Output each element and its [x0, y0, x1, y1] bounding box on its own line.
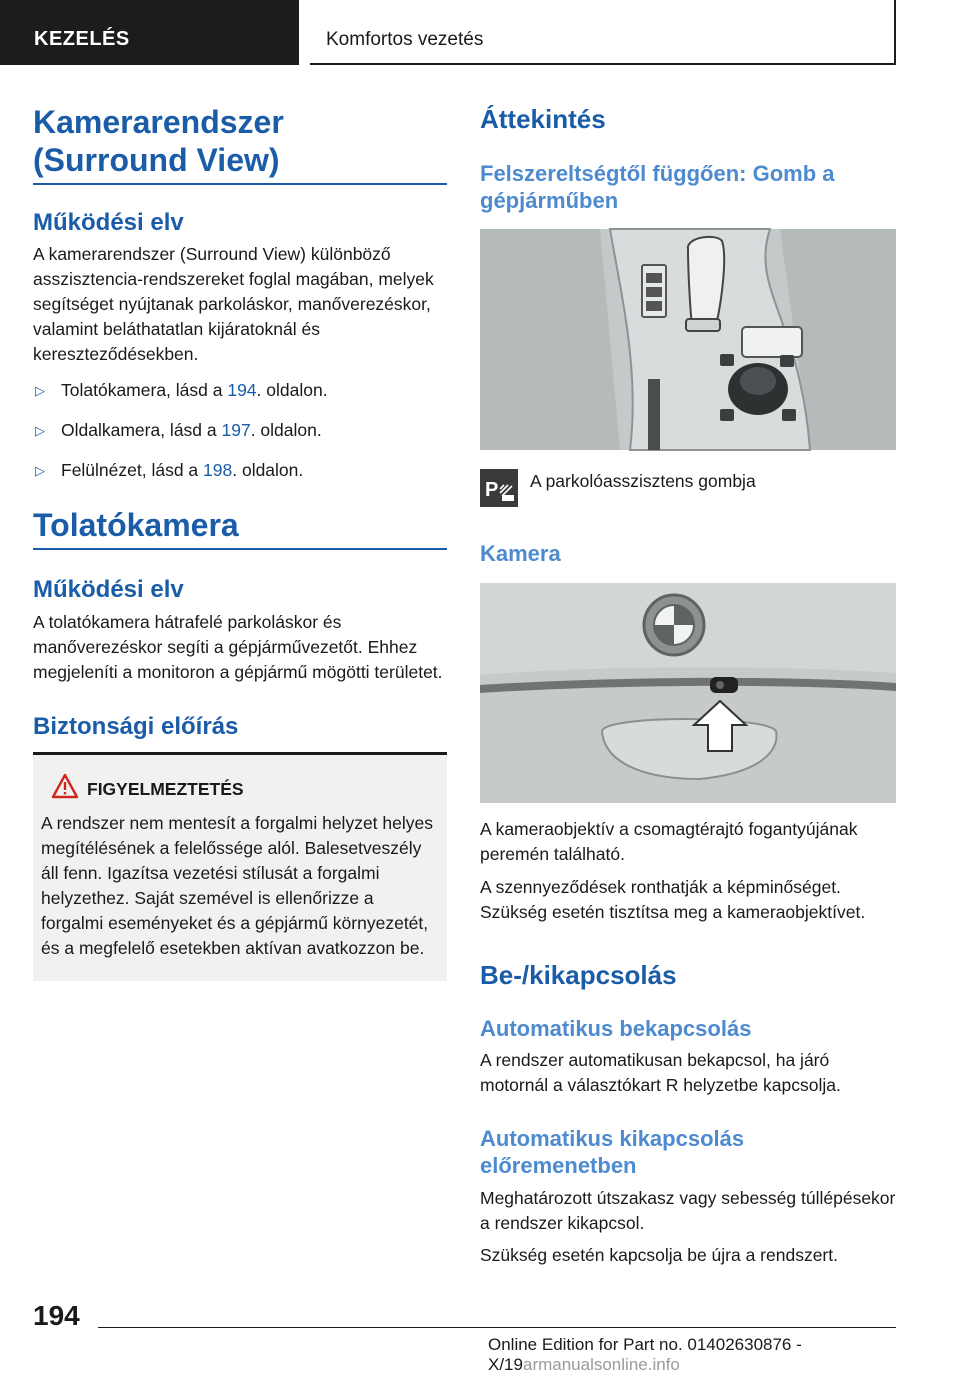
warning-text: A rendszer nem mentesít a forgalmi helyzet helyes megítélésének a felelőssége alól. Balesetveszély áll fenn. Igazítsa vezetési stílusát a forgalmi helyzethez. Saját szemével is ellenőrizze a forgalmi eseményeket és a gépjármű környezetét, és a megfelelő esetekben aktívan avatkozzon be. [41, 813, 433, 958]
footer-edition: Online Edition for Part no. 01402630876 - X/19armanualsonline.info [488, 1335, 802, 1374]
gear-selector-illustration [480, 229, 896, 450]
camera-type-list [33, 378, 447, 483]
rear-principle-heading: Működési elv [33, 576, 184, 603]
overview-title: Áttekintés [480, 104, 606, 134]
auto-off-text-2: Szükség esetén kapcsolja be újra a rendszert. [480, 1245, 838, 1265]
warning-box [33, 752, 447, 981]
page-number: 194 [33, 1300, 80, 1331]
triangle-bullet-icon: ▷ [35, 423, 45, 438]
warning-triangle-icon [51, 773, 79, 799]
button-caption: A parkolóasszisztens gombja [530, 471, 756, 491]
header-section-label: KEZELÉS [34, 28, 130, 50]
auto-off-text-1: Meghatározott útszakasz vagy sebesség túllépésekor a rendszer kikapcsol. [480, 1188, 896, 1233]
parking-assistant-button-icon [480, 469, 518, 507]
rear-camera-title: Tolatókamera [33, 506, 447, 550]
principle-text: A kamerarendszer (Surround View) különböző asszisztencia-rendszereket foglal magában, melyek segítséget nyújtanak parkoláskor, manőverezéskor, valamint beláthatatlan kijáratoknál és kereszteződésekben. [33, 244, 434, 364]
page-link-197[interactable]: 197 [221, 420, 251, 440]
header-chapter-label: Komfortos vezetés [326, 29, 484, 50]
gear-selector-image [480, 229, 896, 450]
page-link-198[interactable]: 198 [203, 460, 233, 480]
triangle-bullet-icon: ▷ [35, 463, 45, 478]
triangle-bullet-icon: ▷ [35, 383, 45, 398]
button-caption-row [480, 469, 896, 509]
svg-text:P: P [485, 479, 499, 501]
list-item: ▷ Oldalkamera, lásd a 197. oldalon. [33, 418, 447, 443]
tailgate-camera-image [480, 583, 896, 803]
auto-on-text: A rendszer automatikusan bekapcsol, ha járó motornál a választókart R helyzetbe kapcsolja. [480, 1050, 841, 1095]
auto-off-heading: Automatikus kikapcsolás előremenetben [480, 1126, 745, 1178]
list-item: ▷ Tolatókamera, lásd a 194. oldalon. [33, 378, 447, 403]
footer-divider [98, 1327, 896, 1328]
header-chapter-box [310, 0, 896, 65]
camera-text-cleaning: A szennyeződések ronthatják a képminőséget. Szükség esetén tisztítsa meg a kameraobjektívet. [480, 877, 866, 922]
header-section-tab [0, 0, 299, 65]
camera-heading: Kamera [480, 541, 561, 566]
onoff-title: Be-/kikapcsolás [480, 960, 677, 990]
camera-text-location: A kameraobjektív a csomagtérajtó fogantyújának peremén található. [480, 819, 858, 864]
principle-heading: Működési elv [33, 209, 184, 236]
auto-on-heading: Automatikus bekapcsolás [480, 1016, 752, 1041]
warning-title: FIGYELMEZTETÉS [41, 777, 437, 801]
tailgate-camera-illustration [480, 583, 896, 803]
page-title: Kamerarendszer (Surround View) [33, 103, 447, 185]
rear-principle-text: A tolatókamera hátrafelé parkoláskor és manőverezéskor segíti a gépjárművezetőt. Ehhez megjeleníti a monitoron a gépjármű mögötti területet. [33, 612, 443, 682]
list-item: ▷ Felülnézet, lásd a 198. oldalon. [33, 458, 447, 483]
button-heading: Felszereltségtől függően: Gomb a gépjárműben [480, 161, 835, 213]
watermark-site: armanualsonline.info [522, 1355, 680, 1374]
page-link-194[interactable]: 194 [227, 380, 257, 400]
safety-heading: Biztonsági előírás [33, 713, 239, 740]
